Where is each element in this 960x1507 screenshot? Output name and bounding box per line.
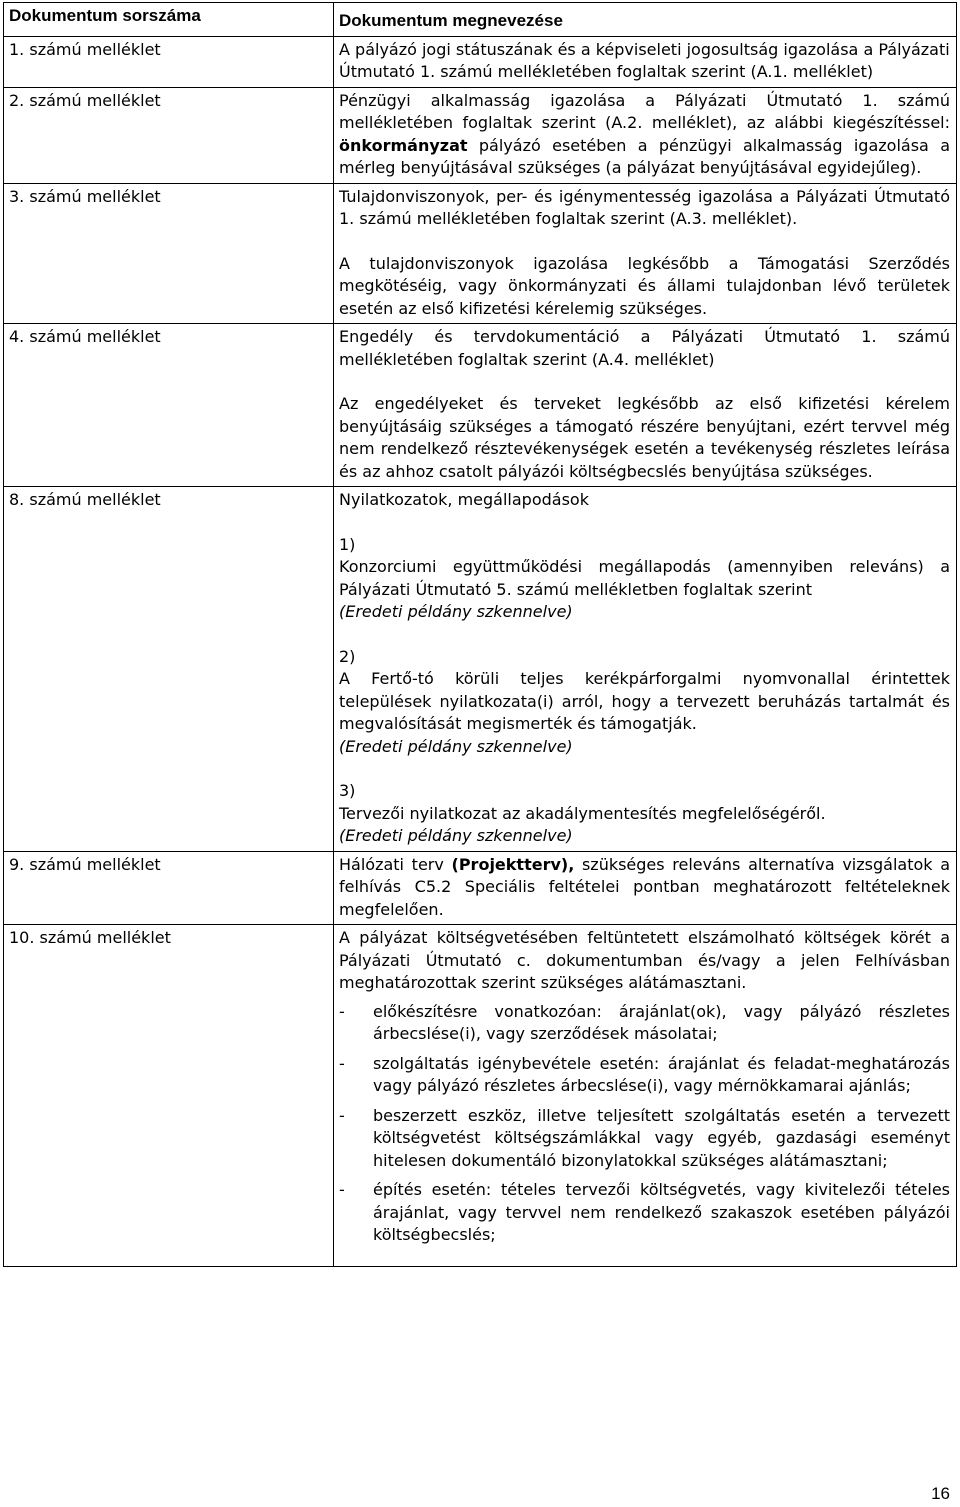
numbered-item: [339, 780, 950, 848]
numbered-item: [339, 646, 950, 759]
dash-bullet: -: [339, 1180, 345, 1199]
item-number: 3): [339, 781, 356, 800]
row-description: [334, 324, 957, 487]
item-text: A Fertő-tó körüli teljes kerékpárforgalmi nyomvonallal érintettek települések nyilatkozata(i) arról, hogy a tervezett beruházás tartalmát és megvalósítását megismerték és támogatják.: [339, 669, 950, 733]
row-description: [334, 487, 957, 852]
emphasis-text: önkormányzat: [339, 135, 468, 155]
row-number: 9. számú melléklet: [4, 851, 334, 925]
row-number: 4. számú melléklet: [4, 324, 334, 487]
table-row: [4, 87, 957, 183]
item-text: Tervezői nyilatkozat az akadálymentesítés megfelelőségéről.: [339, 803, 826, 823]
table-row: [4, 925, 957, 1267]
row-number: 2. számú melléklet: [4, 87, 334, 183]
row-note-text: Az engedélyeket és terveket legkésőbb az első kifizetési kérelem benyújtásáig szükséges a támogató részére benyújtani, ezért tervvel még nem rendelkező résztevékenységek esetén a tevékenység részletes leírása és az ahhoz csatolt pályázói költségbecslés benyújtása szükséges.: [339, 394, 950, 481]
row-number: 1. számú melléklet: [4, 36, 334, 87]
dash-bullet: -: [339, 1105, 345, 1125]
row-description: A pályázó jogi státuszának és a képviseleti jogosultság igazolása a Pályázati Útmutató 1. számú mellékletében foglaltak szerint (A.1. melléklet): [334, 36, 957, 87]
table-row: [4, 851, 957, 925]
row-main-text: A pályázat költségvetésében feltüntetett elszámolható költségek körét a Pályázati Útmutató c. dokumentumban és/vagy a jelen Felhívásban meghatározottak szerint szükséges alátámasztani.: [339, 928, 950, 992]
row-main-text: Nyilatkozatok, megállapodások: [339, 490, 589, 509]
item-number: 2): [339, 646, 356, 666]
requirements-list: [339, 1001, 950, 1247]
item-note: (Eredeti példány szkennelve): [339, 826, 573, 845]
table-header-row: [4, 3, 957, 37]
table-row: [4, 324, 957, 487]
item-number: 1): [339, 534, 356, 554]
header-document-name: Dokumentum megnevezése: [334, 3, 957, 37]
list-item: - építés esetén: tételes tervezői költségvetés, vagy kivitelezői tételes árajánlat, vagy tervvel nem rendelkező szakaszok esetében pályázói költségbecslés;: [339, 1180, 950, 1244]
item-note: (Eredeti példány szkennelve): [339, 736, 573, 756]
list-item: - előkészítésre vonatkozóan: árajánlat(ok), vagy pályázó részletes árbecslése(i), vagy szerződések másolatai;: [339, 1001, 950, 1043]
row-description: Pénzügyi alkalmasság igazolása a Pályázati Útmutató 1. számú mellékletében foglaltak szerint (A.2. melléklet), az alábbi kiegészítéssel: önkormányzat pályázó esetében a pénzügyi alkalmasság igazolása a mérleg benyújtásával szükséges (a pályázat benyújtásával egyidejűleg).: [334, 87, 957, 183]
list-item: - beszerzett eszköz, illetve teljesített szolgáltatás esetén a tervezett költségvetést költségszámlákkal vagy egyéb, gazdasági eseményt hitelesen dokumentáló bizonylatokkal szükséges alátámasztani;: [339, 1105, 950, 1170]
item-note: (Eredeti példány szkennelve): [339, 602, 573, 621]
table-row: [4, 183, 957, 324]
row-note-text: A tulajdonviszonyok igazolása legkésőbb a Támogatási Szerződés megkötéséig, vagy önkormányzati és állami tulajdonban lévő területek esetén az első kifizetési kérelemig szükséges.: [339, 253, 950, 318]
dash-bullet: -: [339, 1001, 345, 1021]
row-main-text: Tulajdonviszonyok, per- és igénymentesség igazolása a Pályázati Útmutató 1. számú mellékletében foglaltak szerint (A.3. melléklet).: [339, 186, 950, 228]
row-description: [334, 925, 957, 1267]
table-row: [4, 487, 957, 852]
item-text: Konzorciumi együttműködési megállapodás (amennyiben releváns) a Pályázati Útmutató 5. számú mellékletben foglaltak szerint: [339, 557, 950, 599]
dash-bullet: -: [339, 1053, 345, 1073]
row-number: 8. számú melléklet: [4, 487, 334, 852]
emphasis-text: (Projektterv),: [451, 854, 575, 874]
table-row: [4, 36, 957, 87]
row-main-text: Engedély és tervdokumentáció a Pályázati Útmutató 1. számú mellékletében foglaltak szerint (A.4. melléklet): [339, 327, 950, 369]
header-document-number: Dokumentum sorszáma: [4, 3, 334, 37]
attachments-table: [3, 2, 957, 1267]
row-number: 3. számú melléklet: [4, 183, 334, 324]
page-number: 16: [931, 1484, 950, 1503]
row-number: 10. számú melléklet: [4, 925, 334, 1267]
numbered-item: [339, 534, 950, 624]
list-item: - szolgáltatás igénybevétele esetén: árajánlat és feladat-meghatározás vagy pályázó részletes árbecslése(i), vagy mérnökkamarai ajánlás;: [339, 1053, 950, 1095]
row-description: [334, 183, 957, 324]
row-description: Hálózati terv (Projektterv), szükséges releváns alternatíva vizsgálatok a felhívás C5.2 Speciális feltételei pontban meghatározott feltételeknek megfelelően.: [334, 851, 957, 925]
